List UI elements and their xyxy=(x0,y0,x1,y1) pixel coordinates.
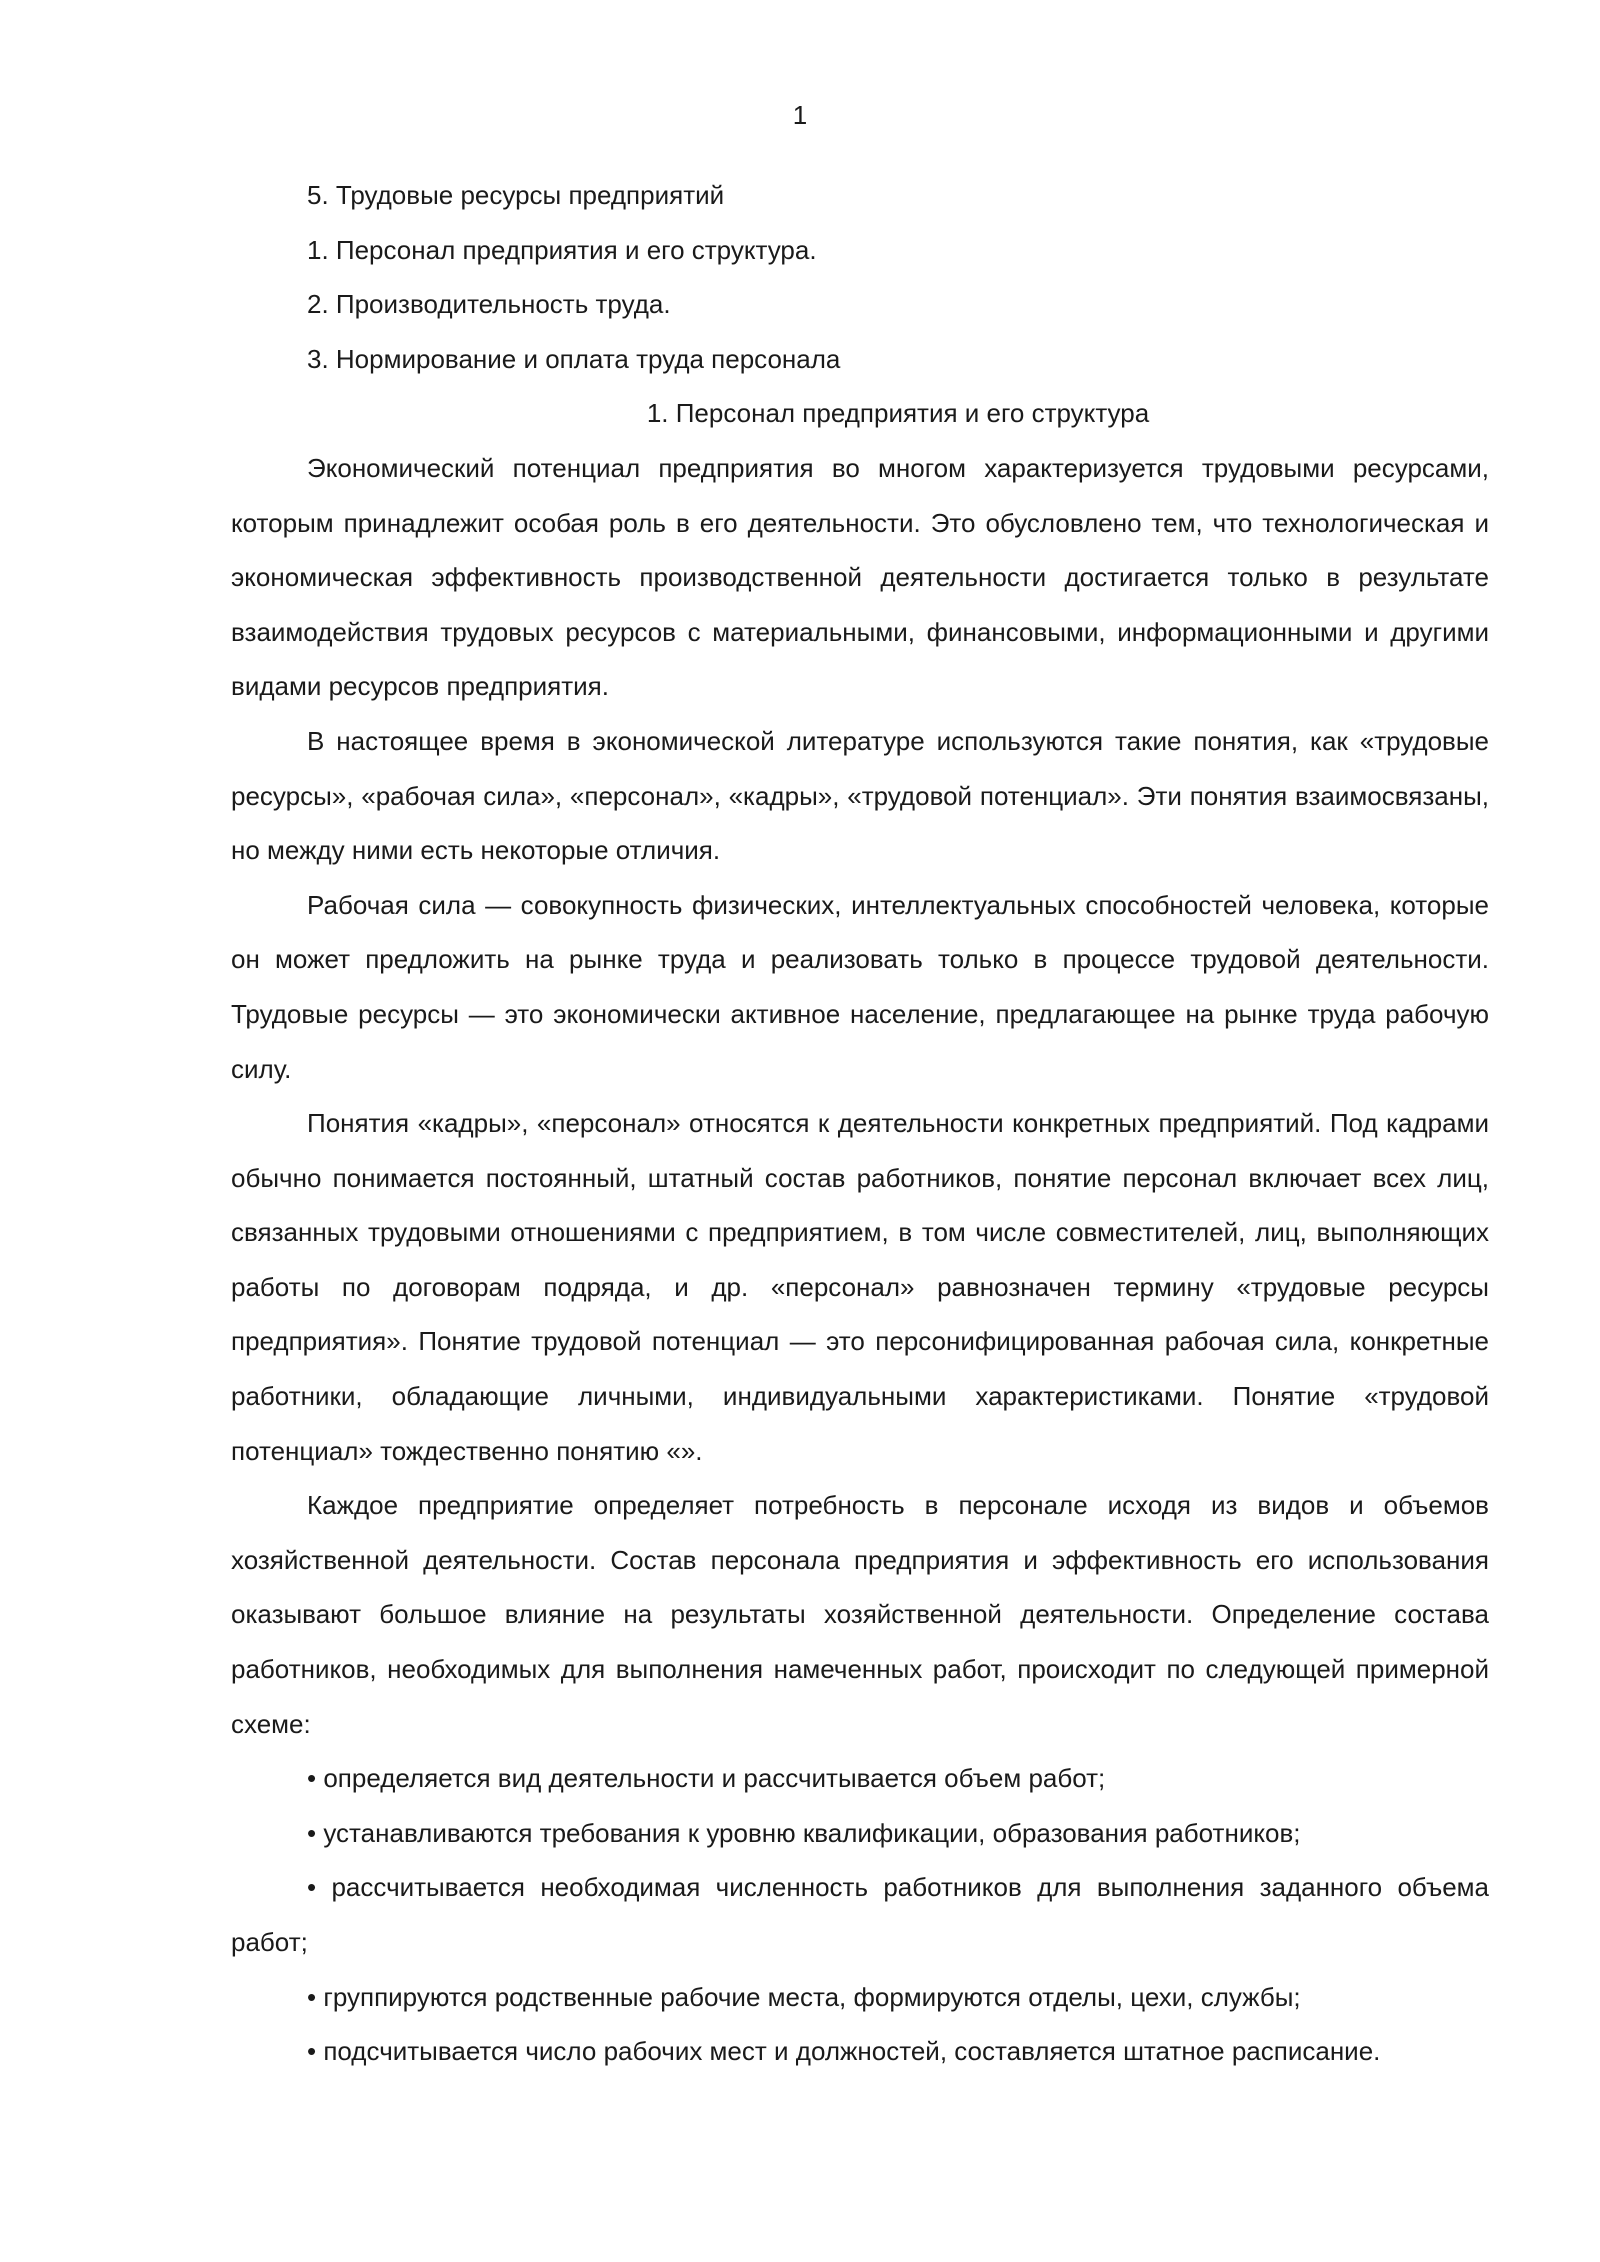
bullet-item xyxy=(231,1751,1489,1806)
chapter-title: 5. Трудовые ресурсы предприятий xyxy=(307,180,725,210)
bullet-item xyxy=(231,1860,1489,1969)
paragraph: Каждое предприятие определяет потребность в персонале исходя из видов и объемов хозяйственной деятельности. Состав персонала предприятия и эффективность его использования оказывают большое влияние на результаты хозяйственной деятельности. Определение состава работников, необходимых для выполнения намеченных работ, происходит по следующей примерной схеме: xyxy=(231,1490,1489,1739)
bullet-item xyxy=(231,1806,1489,1861)
paragraph: Понятия «кадры», «персонал» относятся к деятельности конкретных предприятий. Под кадрами обычно понимается постоянный, штатный состав работников, понятие персонал включает всех лиц, связанных трудовыми отношениями с предприятием, в том числе совместителей, лиц, выполняющих работы по договорам подряда, и др. «персонал» равнозначен термину «трудовые ресурсы предприятия». Понятие трудовой потенциал — это персонифицированная рабочая сила, конкретные работники, обладающие личными, индивидуальными характеристиками. Понятие «трудовой потенциал» тождественно понятию «». xyxy=(231,1108,1489,1466)
bullet-symbol: • xyxy=(307,1981,317,2012)
bullet-text: устанавливаются требования к уровню квалификации, образования работников; xyxy=(323,1817,1301,1848)
bullet-text: рассчитывается необходимая численность работников для выполнения заданного объема работ; xyxy=(231,1872,1489,1957)
section-heading: 1. Персонал предприятия и его структура xyxy=(646,398,1150,429)
outline-item: 1. Персонал предприятия и его структура. xyxy=(307,234,817,265)
paragraph: В настоящее время в экономической литературе используются такие понятия, как «трудовые ресурсы», «рабочая сила», «персонал», «кадры», «трудовой потенциал». Эти понятия взаимосвязаны, но между ними есть некоторые отличия. xyxy=(231,725,1489,866)
bullet-text: определяется вид деятельности и рассчитывается объем работ; xyxy=(323,1763,1106,1794)
paragraph: Рабочая сила — совокупность физических, интеллектуальных способностей человека, которые он может предложить на рынке труда и реализовать только в процессе трудовой деятельности. Трудовые ресурсы — это экономически активное население, предлагающее на рынке труда рабочую силу. xyxy=(231,889,1489,1084)
page-number: 1 xyxy=(792,100,808,130)
bullet-symbol: • xyxy=(307,1872,317,1903)
bullet-item xyxy=(231,1970,1489,2025)
bullet-item xyxy=(231,2024,1489,2079)
document-body xyxy=(231,168,1489,2079)
bullet-symbol: • xyxy=(307,1817,317,1848)
bullet-text: группируются родственные рабочие места, формируются отделы, цехи, службы; xyxy=(323,1981,1301,2012)
outline-item: 2. Производительность труда. xyxy=(307,289,671,320)
bullet-text: подсчитывается число рабочих мест и должностей, составляется штатное расписание. xyxy=(323,2036,1381,2067)
paragraph: Экономический потенциал предприятия во многом характеризуется трудовыми ресурсами, которым принадлежит особая роль в его деятельности. Это обусловлено тем, что технологическая и экономическая эффективность производственной деятельности достигается только в результате взаимодействия трудовых ресурсов с материальными, финансовыми, информационными и другими видами ресурсов предприятия. xyxy=(231,452,1489,702)
bullet-symbol: • xyxy=(307,2036,317,2067)
outline-item: 3. Нормирование и оплата труда персонала xyxy=(307,343,841,374)
bullet-symbol: • xyxy=(307,1763,317,1794)
